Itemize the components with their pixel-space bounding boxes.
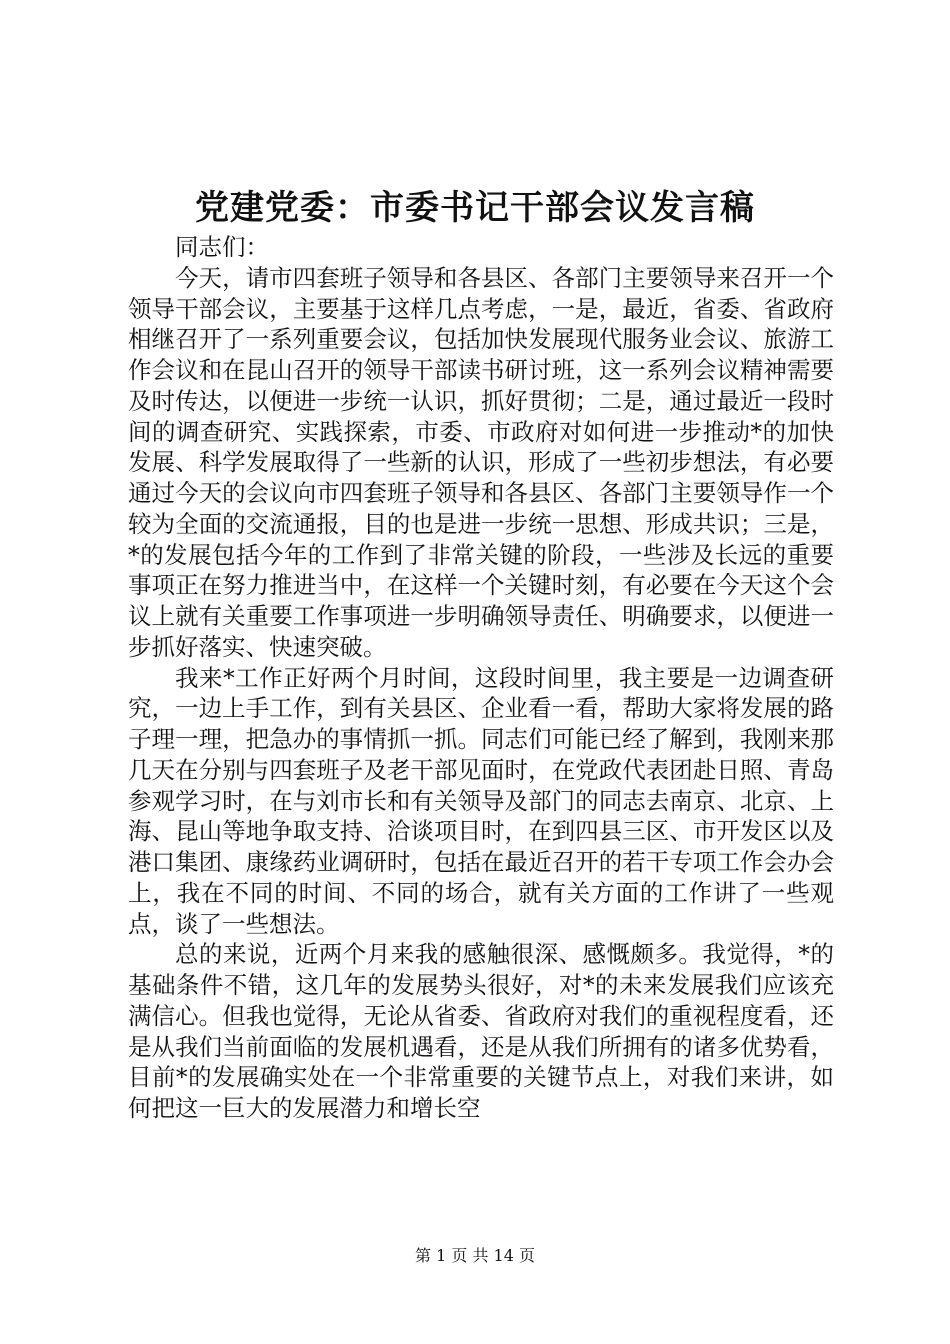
document-title: 党建党委：市委书记干部会议发言稿 [195, 188, 755, 228]
body-paragraph-1: 今天，请市四套班子领导和各县区、各部门主要领导来召开一个领导干部会议，主要基于这样几点考虑，一是，最近，省委、省政府相继召开了一系列重要会议，包括加快发展现代服务业会议、旅游工作会议和在昆山召开的领导干部读书研讨班，这一系列会议精神需要及时传达，以便进一步统一认识，抓好贯彻；二是，通过最近一段时间的调查研究、实践探索，市委、市政府对如何进一步推动*的加快发展、科学发展取得了一些新的认识，形成了一些初步想法，有必要通过今天的会议向市四套班子领导和各县区、各部门主要领导作一个较为全面的交流通报，目的也是进一步统一思想、形成共识；三是，*的发展包括今年的工作到了非常关键的阶段，一些涉及长远的重要事项正在努力推进当中，在这样一个关键时刻，有必要在今天这个会议上就有关重要工作事项进一步明确领导责任、明确要求，以便进一步抓好落实、快速突破。 [128, 263, 834, 661]
page-footer: 第 1 页 共 14 页 [415, 1246, 535, 1265]
salutation: 同志们： [175, 233, 269, 261]
document-body [128, 232, 834, 1124]
body-paragraph-3: 总的来说，近两个月来我的感触很深、感慨颇多。我觉得，*的基础条件不错，这几年的发展势头很好，对*的未来发展我们应该充满信心。但我也觉得，无论从省委、省政府对我们的重视程度看，还是从我们当前面临的发展机遇看，还是从我们所拥有的诸多优势看，目前*的发展确实处在一个非常重要的关键节点上，对我们来讲，如何把这一巨大的发展潜力和增长空 [128, 940, 834, 1122]
body-paragraph-2: 我来*工作正好两个月时间，这段时间里，我主要是一边调查研究，一边上手工作，到有关县区、企业看一看，帮助大家将发展的路子理一理，把急办的事情抓一抓。同志们可能已经了解到，我刚来那几天在分别与四套班子及老干部见面时，在党政代表团赴日照、青岛参观学习时，在与刘市长和有关领导及部门的同志去南京、北京、上海、昆山等地争取支持、洽谈项目时，在到四县三区、市开发区以及港口集团、康缘药业调研时，包括在最近召开的若干专项工作会办会上，我在不同的时间、不同的场合，就有关方面的工作讲了一些观点，谈了一些想法。 [128, 663, 834, 938]
